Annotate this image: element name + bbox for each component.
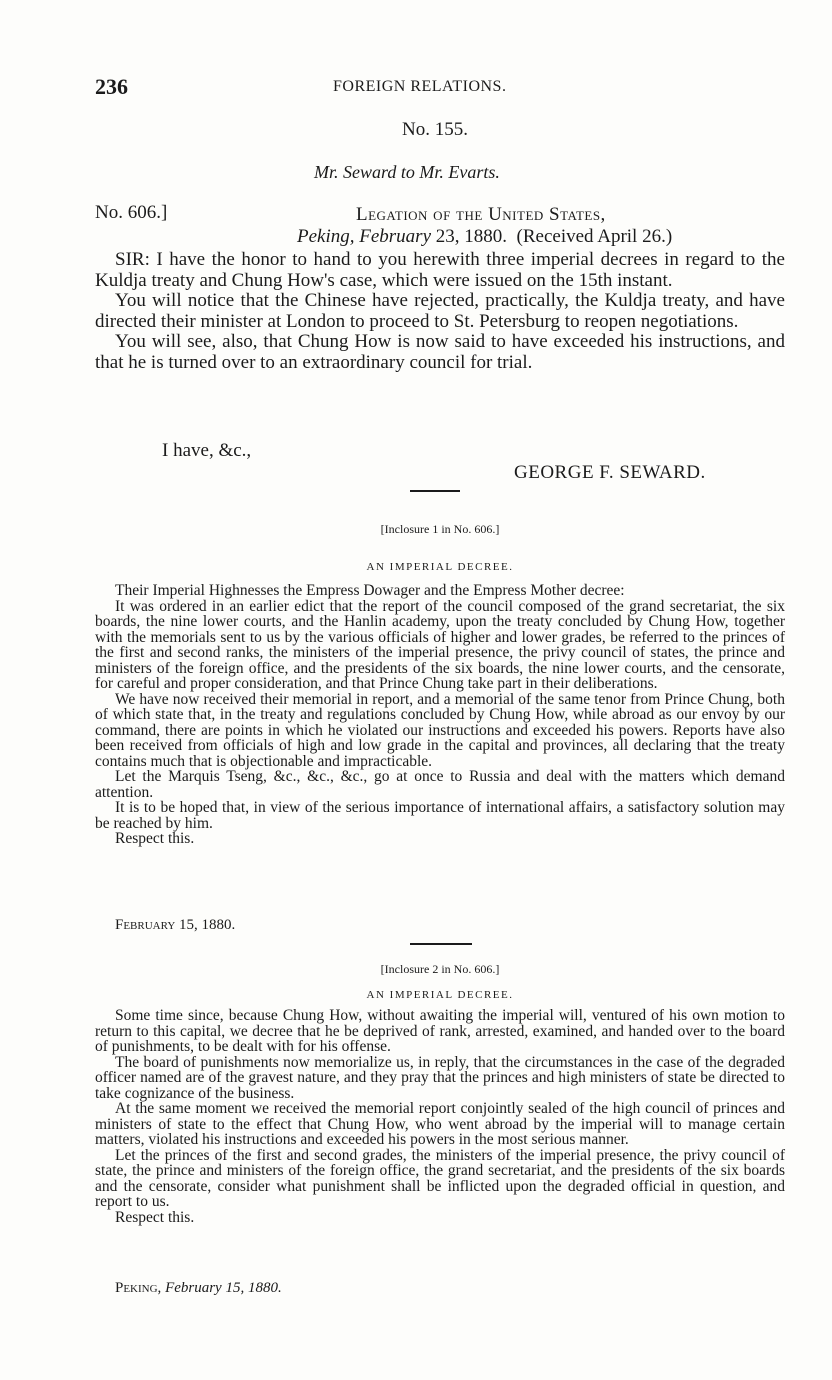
decree-paragraph: At the same moment we received the memorial report conjointly sealed of the high council of princes and ministers of state to the effect that Chung How, who went abroad by the imperial will to manage certain matters, violated his instructions and exceeded his powers in the most serious manner. — [95, 1100, 785, 1148]
letter-paragraph: You will see, also, that Chung How is now said to have exceeded his instructions, and that he is turned over to an extraordinary council for trial. — [95, 331, 785, 373]
inclosure-2-date-place: Peking, — [115, 1280, 162, 1296]
inclosure-2-title: AN IMPERIAL DECREE. — [366, 989, 514, 1001]
decree-paragraph: Let the princes of the first and second grades, the ministers of the imperial presence, the privy council of state, the prince and ministers of the foreign office, the grand secretariat, and the presidents of the six boards and the censorate, consider what punishment shall be inflicted upon the degraded official in question, and report to us. — [95, 1146, 785, 1210]
letter-paragraph: You will notice that the Chinese have rejected, practically, the Kuldja treaty, and have directed their minister at London to proceed to St. Petersburg to reopen negotiations. — [95, 290, 785, 332]
letter-body — [95, 250, 785, 373]
inclosure-1-title: AN IMPERIAL DECREE. — [366, 561, 514, 573]
decree-paragraph: Some time since, because Chung How, without awaiting the imperial will, ventured of his own motion to return to this capital, we decree that he be deprived of rank, arrested, examined, and handed over to the board of punishments, to be dealt with for his offense. — [95, 1007, 785, 1055]
document-subtitle: Mr. Seward to Mr. Evarts. — [314, 162, 500, 182]
decree-paragraph: Respect this. — [115, 830, 195, 847]
decree-paragraph: It is to be hoped that, in view of the serious importance of international affairs, a satisfactory solution may be reached by him. — [95, 799, 785, 832]
inclosure-2-date-rest: February 15, 1880. — [165, 1280, 282, 1296]
inclosure-2-body — [95, 1008, 785, 1225]
inclosure-2-date — [115, 1280, 282, 1297]
inclosure-2-label: [Inclosure 2 in No. 606.] — [380, 962, 500, 976]
decree-paragraph: Let the Marquis Tseng, &c., &c., &c., go at once to Russia and deal with the matters which demand attention. — [95, 768, 785, 801]
letter-closing: I have, &c., — [162, 440, 252, 461]
received-note: (Received April 26.) — [516, 226, 673, 247]
document-number: No. 155. — [402, 119, 468, 140]
letter-signature: GEORGE F. SEWARD. — [514, 462, 706, 483]
section-divider — [410, 490, 460, 492]
inclosure-1-date: February 15, 1880. — [115, 917, 236, 933]
place-date-line — [297, 226, 672, 248]
reference-number: No. 606.] — [95, 202, 168, 223]
decree-paragraph: It was ordered in an earlier edict that the report of the council composed of the grand secretariat, the six boards, the nine lower courts, and the Hanlin academy, upon the treaty concluded by Chung How, together with the memorials sent to us by the various officials of higher and lower grades, be referred to the princes of the first and second ranks, the ministers of the imperial presence, the privy council of states, the prince and ministers of the foreign office, and the presidents of the six boards, the nine lower courts, and the censorate, for careful and proper consideration, and that Prince Chung take part in their deliberations. — [95, 597, 785, 692]
date-day-year: 23, 1880. — [435, 226, 508, 247]
inclosure-1-label: [Inclosure 1 in No. 606.] — [380, 522, 500, 536]
decree-paragraph: Their Imperial Highnesses the Empress Dowager and the Empress Mother decree: — [115, 582, 625, 599]
section-divider — [410, 943, 472, 945]
letter-paragraph: SIR: I have the honor to hand to you herewith three imperial decrees in regard to the Kuldja treaty and Chung How's case, which were issued on the 15th instant. — [95, 249, 785, 291]
page-number: 236 — [95, 74, 128, 99]
place-month: Peking, February — [297, 226, 432, 247]
inclosure-1-body — [95, 583, 785, 847]
decree-paragraph: Respect this. — [115, 1208, 195, 1226]
decree-paragraph: The board of punishments now memorialize us, in reply, that the circumstances in the case of the degraded officer named are of the gravest nature, and they pray that the princes and high ministers of state be directed to take cognizance of the business. — [95, 1053, 785, 1102]
running-title: FOREIGN RELATIONS. — [333, 78, 507, 95]
legation-heading: Legation of the United States, — [356, 204, 606, 225]
decree-paragraph: We have now received their memorial in report, and a memorial of the same tenor from Prince Chung, both of which state that, in the treaty and regulations concluded by Chung How, while abroad as our envoy by our command, there are points in which he violated our instructions and exceeded his powers. Reports have also been received from officials of high and low grade in the capital and provinces, all declaring that the treaty contains much that is objectionable and impracticable. — [95, 690, 785, 770]
